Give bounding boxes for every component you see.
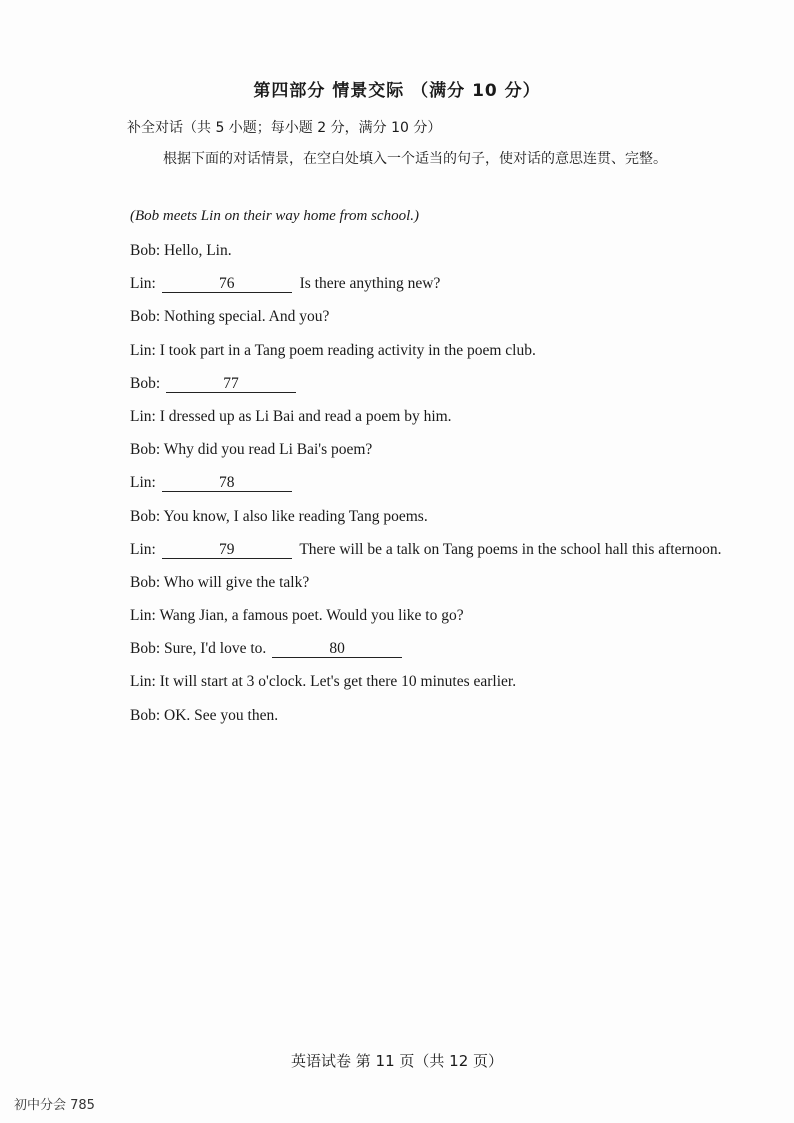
- page-footer: 英语试卷 第 11 页（共 12 页）: [290, 1052, 503, 1070]
- line-text: [156, 474, 160, 491]
- dialogue-line: [130, 605, 750, 638]
- answer-blank: 78: [162, 475, 292, 492]
- speaker-label: Bob:: [130, 242, 161, 259]
- speaker-label: Lin:: [130, 474, 156, 492]
- speaker-label: Bob:: [130, 374, 161, 392]
- dialogue-line: [130, 306, 750, 339]
- line-text: Sure, I'd love to.: [160, 640, 271, 658]
- line-text: Hello, Lin.: [160, 242, 232, 259]
- line-text: You know, I also like reading Tang poems.: [160, 507, 428, 525]
- line-text: OK. See you then.: [160, 706, 279, 724]
- line-text: Who will give the talk?: [160, 573, 310, 591]
- speaker-label: Lin:: [130, 275, 156, 293]
- dialogue-line: [130, 638, 750, 671]
- speaker-label: Bob:: [130, 507, 161, 525]
- dialogue-line: [130, 572, 750, 605]
- speaker-label: Lin:: [130, 540, 156, 558]
- dialogue-line: [130, 340, 750, 373]
- instructions: 根据下面的对话情景，在空白处填入一个适当的句子，使对话的意思连贯、完整。: [163, 151, 667, 167]
- speaker-label: Lin:: [130, 341, 156, 359]
- line-text: Nothing special. And you?: [160, 308, 330, 326]
- dialogue-line: [130, 472, 750, 505]
- answer-blank: 76: [162, 276, 292, 293]
- speaker-label: Lin:: [130, 673, 156, 691]
- line-text: I took part in a Tang poem reading activity in the poem club.: [155, 341, 536, 359]
- dialogue: [130, 240, 750, 738]
- scene-description: (Bob meets Lin on their way home from school.): [130, 208, 419, 224]
- line-text: I dressed up as Li Bai and read a poem by him.: [155, 407, 452, 425]
- dialogue-line: [130, 240, 750, 273]
- question-intro: 补全对话（共 5 小题；每小题 2 分，满分 10 分）: [127, 120, 442, 136]
- line-text: [156, 541, 160, 558]
- speaker-label: Lin:: [130, 607, 156, 625]
- line-text: Why did you read Li Bai's poem?: [160, 441, 373, 459]
- dialogue-line: [130, 705, 750, 738]
- speaker-label: Bob:: [130, 640, 161, 658]
- dialogue-line: [130, 273, 750, 306]
- speaker-label: Bob:: [130, 308, 161, 326]
- dialogue-line: [130, 506, 750, 539]
- section-title: 第四部分 情景交际 （满分 10 分）: [253, 81, 541, 101]
- dialogue-line: [130, 406, 750, 439]
- line-text: [160, 375, 164, 392]
- dialogue-line: [130, 373, 750, 406]
- speaker-label: Bob:: [130, 573, 161, 591]
- answer-blank: 79: [162, 542, 292, 559]
- line-text: [156, 275, 160, 292]
- speaker-label: Lin:: [130, 407, 156, 425]
- speaker-label: Bob:: [130, 441, 161, 459]
- dialogue-line: [130, 671, 750, 704]
- line-text: It will start at 3 o'clock. Let's get there 10 minutes earlier.: [155, 673, 517, 691]
- answer-blank: 80: [272, 641, 402, 658]
- speaker-label: Bob:: [130, 706, 161, 724]
- line-text-after: There will be a talk on Tang poems in the school hall this afternoon.: [295, 540, 722, 558]
- line-text: Wang Jian, a famous poet. Would you like to go?: [155, 607, 464, 625]
- dialogue-line: [130, 439, 750, 472]
- line-text-after: Is there anything new?: [295, 275, 441, 293]
- dialogue-line: [130, 539, 750, 572]
- answer-blank: 77: [166, 376, 296, 393]
- watermark-text: 初中分会 785: [14, 1098, 95, 1113]
